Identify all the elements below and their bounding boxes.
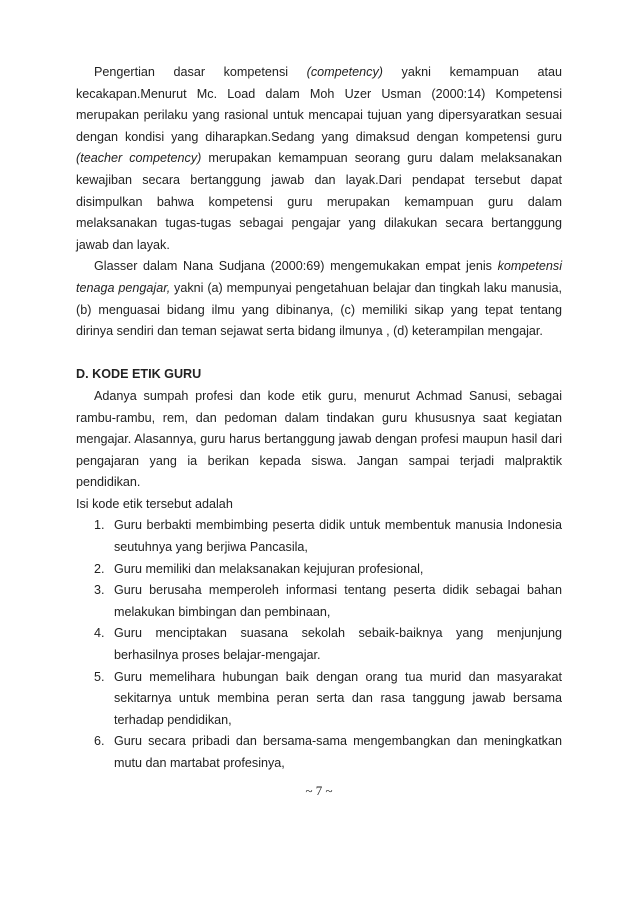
paragraph-competency-definition <box>76 62 562 256</box>
list-item <box>76 580 562 623</box>
spacer <box>76 343 562 365</box>
paragraph-1-italic-competency: (competency) <box>306 65 383 79</box>
paragraph-2-italic-kompetensi: kompetensi tenaga pengajar, <box>76 259 562 295</box>
paragraph-1-text-1: Pengertian dasar kompetensi <box>94 65 307 79</box>
list-number: 6. <box>94 734 105 749</box>
paragraph-kode-etik: Adanya sumpah profesi dan kode etik guru, menurut Achmad Sanusi, sebagai rambu-rambu, rem, dan pedoman dalam tindakan guru khususnya saat kegiatan mengajar. Alasannya, guru harus bertanggung jawab dengan profesi maupun hasil dari pengajaran yang ia berikan kepada siswa. Jangan sampai terjadi malpraktik pendidikan. <box>76 388 562 490</box>
page-number: ~ 7 ~ <box>305 783 333 798</box>
list-item-text: Guru secara pribadi dan bersama-sama mengembangkan dan meningkatkan mutu dan martabat profesinya, <box>114 734 562 770</box>
paragraph-glasser <box>76 256 562 342</box>
paragraph-1-text-3: merupakan kemampuan seorang guru dalam melaksanakan kewajiban secara bertanggung jawab dan layak.Dari pendapat tersebut dapat disimpulkan bahwa kompetensi guru merupakan kemampuan guru dalam melaksanakan tugas-tugas sebagai pengajar yang dilakukan secara bertanggung jawab dan layak. <box>76 151 563 252</box>
list-item <box>76 731 562 774</box>
list-number: 5. <box>94 669 105 684</box>
section-heading: D. KODE ETIK GURU <box>76 367 202 382</box>
list-item <box>76 559 562 581</box>
list-intro: Isi kode etik tersebut adalah <box>76 496 233 511</box>
code-of-ethics-list <box>76 515 562 774</box>
list-item-text: Guru memelihara hubungan baik dengan orang tua murid dan masyarakat sekitarnya untuk membina peran serta dan rasa tanggung jawab bersama terhadap pendidikan, <box>114 669 562 727</box>
list-item-text: Guru memiliki dan melaksanakan kejujuran profesional, <box>114 561 424 576</box>
list-item <box>76 667 562 732</box>
list-item-text: Guru berbakti membimbing peserta didik untuk membentuk manusia Indonesia seutuhnya yang berjiwa Pancasila, <box>114 518 562 555</box>
list-number: 2. <box>94 561 105 576</box>
list-number: 4. <box>94 626 105 641</box>
paragraph-1-italic-teacher-competency: (teacher competency) <box>76 151 202 166</box>
list-number: 3. <box>94 583 105 598</box>
page-content <box>76 62 562 775</box>
list-item <box>76 515 562 558</box>
list-item-text: Guru berusaha memperoleh informasi tentang peserta didik sebagai bahan melakukan bimbingan dan pembinaan, <box>114 583 562 619</box>
list-item <box>76 623 562 666</box>
list-item-text: Guru menciptakan suasana sekolah sebaik-baiknya yang menjunjung berhasilnya proses belajar-mengajar. <box>114 626 562 663</box>
list-number: 1. <box>94 518 105 533</box>
paragraph-2-text-1: Glasser dalam Nana Sudjana (2000:69) mengemukakan empat jenis <box>94 259 498 274</box>
paragraph-2-text-2: yakni (a) mempunyai pengetahuan belajar dan tingkah laku manusia, (b) menguasai bidang ilmu yang dibinanya, (c) memiliki sikap yang tepat tentang dirinya sendiri dan teman sejawat serta bidang ilmunya , (d) keterampilan mengajar. <box>76 280 562 339</box>
paragraph-1-text-2: yakni kemampuan atau kecakapan.Menurut Mc. Load dalam Moh Uzer Usman (2000:14) Kompetensi merupakan perilaku yang rasional untuk mencapai tujuan yang dipersyaratkan sesuai dengan kondisi yang diharapkan.Sedang yang dimaksud dengan kompetensi guru <box>76 65 562 144</box>
